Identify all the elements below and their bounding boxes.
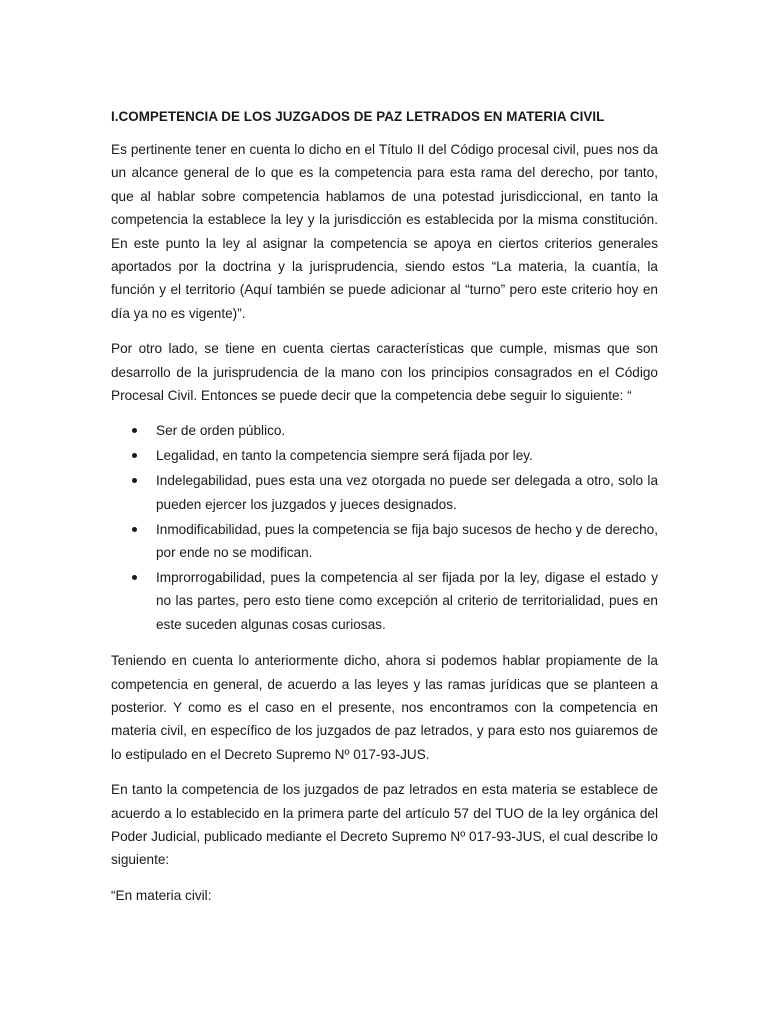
document-title: I.COMPETENCIA DE LOS JUZGADOS DE PAZ LETRADOS EN MATERIA CIVIL	[111, 109, 605, 124]
list-item-text: Indelegabilidad, pues esta una vez otorgada no puede ser delegada a otro, solo la pueden ejercer los juzgados y jueces designados.	[156, 473, 658, 512]
list-item-text: Ser de orden público.	[156, 423, 286, 439]
bullet-icon	[132, 527, 137, 532]
bullet-icon	[132, 575, 137, 580]
list-item	[111, 444, 658, 467]
list-item	[111, 469, 658, 516]
closing-line: “En materia civil:	[111, 887, 212, 903]
paragraph-caracteristicas: Por otro lado, se tiene en cuenta ciertas características que cumple, mismas que son desarrollo de la jurisprudencia de la mano con los principios consagrados en el Código Procesal Civil. Entonces se puede decir que la competencia debe seguir lo siguiente: “	[111, 341, 658, 404]
list-item	[111, 566, 658, 636]
document-page	[111, 108, 658, 907]
list-item-text: Legalidad, en tanto la competencia siempre será fijada por ley.	[156, 448, 533, 464]
bullet-icon	[132, 453, 137, 458]
bullet-icon	[132, 428, 137, 433]
paragraph-competencia-intro: Es pertinente tener en cuenta lo dicho en el Título II del Código procesal civil, pues nos da un alcance general de lo que es la competencia para esta rama del derecho, por tanto, que al hablar sobre competencia hablamos de una potestad jurisdiccional, en tanto la competencia la establece la ley y la jurisdicción es establecida por la misma constitución. En este punto la ley al asignar la competencia se apoya en ciertos criterios generales aportados por la doctrina y la jurisprudencia, siendo estos “La materia, la cuantía, la función y el territorio (Aquí también se puede adicionar al “turno” pero este criterio hoy en día ya no es vigente)”.	[111, 142, 658, 321]
paragraph-articulo-57: En tanto la competencia de los juzgados de paz letrados en esta materia se establece de acuerdo a lo establecido en la primera parte del artículo 57 del TUO de la ley orgánica del Poder Judicial, publicado mediante el Decreto Supremo Nº 017-93-JUS, el cual describe lo siguiente:	[111, 782, 658, 868]
paragraph-competencia-general: Teniendo en cuenta lo anteriormente dicho, ahora si podemos hablar propiamente de la competencia en general, de acuerdo a las leyes y las ramas jurídicas que se planteen a posterior. Y como es el caso en el presente, nos encontramos con la competencia en materia civil, en específico de los juzgados de paz letrados, y para esto nos guiaremos de lo estipulado en el Decreto Supremo Nº 017-93-JUS.	[111, 653, 658, 762]
bullet-icon	[132, 478, 137, 483]
list-item	[111, 419, 658, 442]
bullet-list-caracteristicas	[111, 419, 658, 636]
list-item	[111, 518, 658, 565]
list-item-text: Inmodificabilidad, pues la competencia se fija bajo sucesos de hecho y de derecho, por ende no se modifican.	[156, 521, 658, 560]
list-item-text: Improrrogabilidad, pues la competencia al ser fijada por la ley, digase el estado y no las partes, pero esto tiene como excepción al criterio de territorialidad, pues en este suceden algunas cosas curiosas.	[156, 569, 658, 632]
